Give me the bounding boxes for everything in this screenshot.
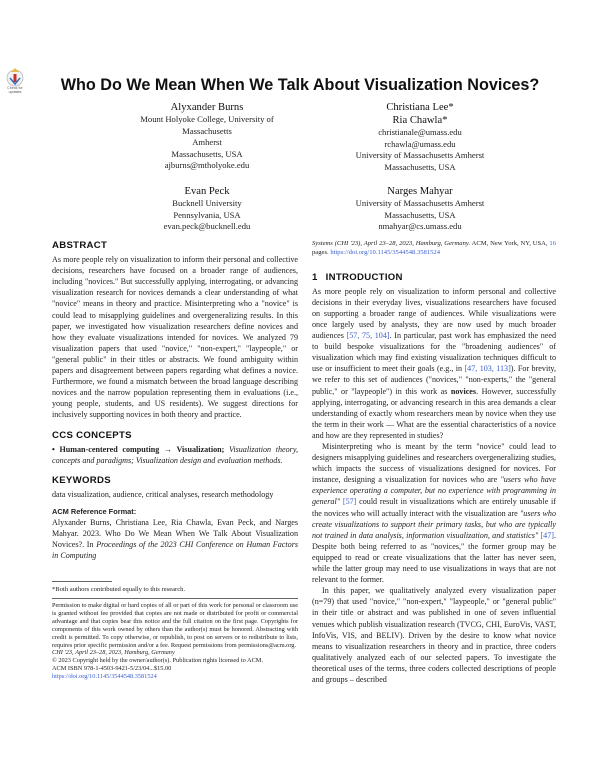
intro-paragraph-1 xyxy=(312,286,556,441)
acm-reference-publisher: ACM, New York, NY, USA, xyxy=(470,240,550,247)
acm-reference-pages[interactable]: 16 xyxy=(549,240,556,247)
acm-reference-continued xyxy=(312,240,556,258)
permission-text: Permission to make digital or hard copies of all or part of this work for personal or classroom use is granted without fee provided that copies are not made or distributed for profit or commercial advantage and that copies bear this notice and the full citation on the first page. Copyrights for components of this work owned by others than the author(s) must be honored. Abstracting with credit is permitted. To copy otherwise, or republish, to post on servers or to redistribute to lists, requires prior specific permission and/or a fee. Request permissions from permissions@acm.org. xyxy=(52,602,298,649)
permission-block xyxy=(52,602,298,681)
intro-text: As more people rely on visualization to inform personal and collective decisions in their everyday lives, visualizations researchers have focused on supporting a broader range of audiences. While visualizations were once largely used by analysts, they are now used by much broader audiences xyxy=(312,286,556,341)
author-email: nmahyar@cs.umass.edu xyxy=(378,221,462,232)
ccs-heading: CCS CONCEPTS xyxy=(52,429,132,441)
author-affiliation: Bucknell University xyxy=(172,198,242,208)
left-column xyxy=(52,240,298,561)
intro-text: ). For brevity, we refer to this set of audiences ("novices," "non-experts," the "general public," or "laypeople") in this work as xyxy=(312,364,556,396)
author-block-1 xyxy=(118,101,296,172)
author-name: Evan Peck xyxy=(184,186,230,197)
keywords-text: data visualization, audience, critical analyses, research methodology xyxy=(52,489,274,499)
intro-text: . In particular, past work has emphasized the need to build bespoke visualizations for the "broadening audiences" of visualization which may find existing visualization techniques difficult to use or insufficient to meet their goals (e.g., in xyxy=(312,331,556,374)
acm-reference-doi-link[interactable]: https://doi.org/10.1145/3544548.3581524 xyxy=(330,248,441,256)
author-email: ajburns@mtholyoke.edu xyxy=(164,160,250,171)
right-column xyxy=(312,240,556,685)
badge-label: Check for updates xyxy=(7,86,23,94)
author-affiliation: University of Massachusetts Amherst xyxy=(355,150,485,161)
isbn-line: ACM ISBN 978-1-4503-9421-5/23/04...$15.00 xyxy=(52,665,172,673)
intro-emphasis: novices xyxy=(450,386,477,396)
author-block-4 xyxy=(335,185,505,233)
doi-link[interactable]: https://doi.org/10.1145/3544548.3581524 xyxy=(52,673,157,681)
acm-reference-pages-suffix: pages. xyxy=(312,248,331,256)
intro-paragraph-3: In this paper, we qualitatively analyzed every visualization paper (n=79) that used "novice," "non-expert," "laypeople," or "general public" in their title or abstract and was published in one of seven influential venues which publish visualization research (TVCG, CHI, EuroVis, VAST, InfoVis, VIS, and BELIV). Driven by the desire to know what novice means to visualization researchers in theory and in practice, three coders qualitatively analyzed each of our selected papers. To investigate the theoretical uses of the terms, three coders collected descriptions of people and groups – described xyxy=(312,586,556,684)
author-name: Ria Chawla* xyxy=(392,115,448,126)
author-location: Massachusetts, USA xyxy=(171,148,243,159)
acm-reference-authors: Alyxander Burns, Christiana Lee, Ria Chawla, Evan Peck, and Narges Mahyar. 2023. Who Do We Mean When We Talk About Visualization Novices?. In xyxy=(52,518,298,550)
ccs-secondary: Visualization theory, concepts and paradigms; Visualization design and evaluation methods. xyxy=(52,444,298,465)
citation-link[interactable]: [47] xyxy=(538,530,554,540)
abstract-text: As more people rely on visualization to inform their personal and collective decisions, researchers have focused on a broader range of audiences, including "novices." But successfully applying, interrogating, or advancing visualization research for novices demands a clear understanding of what "novice" means in theory and practice. Misinterpreting who a "novice" is could lead to misapplying guidelines and overgeneralizing results. In this paper, we investigated how visualization researchers define novices and how they evaluate visualizations intended for novices. We analyzed 79 visualization papers that used "novice," "non-expert," "laypeople," or "general public" in their titles or abstracts. We found ambiguity within papers and disagreement between papers regarding what defines a novice. Furthermore, we found a mismatch between the broad language describing novices and the narrow population representing them in evaluations (i.e., young people, students, and US residents). We suggest directions for inclusively supporting novices in both theory and practice. xyxy=(52,255,298,420)
acm-reference-text xyxy=(52,517,298,561)
venue-line: CHI '23, April 23–28, 2023, Hamburg, Germany xyxy=(52,649,175,657)
author-name: Christiana Lee* xyxy=(386,102,454,113)
author-name: Narges Mahyar xyxy=(387,186,453,197)
author-affiliation: Amherst xyxy=(192,137,222,148)
author-affiliation: Mount Holyoke College, University of Massachusetts xyxy=(140,114,274,136)
author-affiliation: University of Massachusetts Amherst xyxy=(355,198,485,208)
keywords-heading: KEYWORDS xyxy=(52,474,111,486)
permission-divider xyxy=(52,598,298,599)
author-email: christianale@umass.edu xyxy=(378,127,462,137)
author-location: Massachusetts, USA xyxy=(384,161,456,172)
intro-quote: "users who create visualizations to support their primary tasks, but who are typically not trained in data analysis, information visualization, and statistics" xyxy=(312,508,556,540)
intro-paragraph-2 xyxy=(312,441,556,585)
intro-quote: "users who have experience operating a computer, but no experience with programming in general" xyxy=(312,475,556,507)
author-block-2 xyxy=(335,101,505,173)
copyright-line: © 2023 Copyright held by the owner/author(s). Publication rights licensed to ACM. xyxy=(52,657,263,665)
citation-link[interactable]: [57, 75, 104] xyxy=(346,331,390,341)
acm-reference-venue: Systems (CHI '23), April 23–28, 2023, Hamburg, Germany. xyxy=(312,240,471,247)
section-title: INTRODUCTION xyxy=(325,271,403,283)
intro-text: . Despite both being referred to as "novices," the former group may be equipped to read or create visualizations that the latter has never seen, while the latter group may need to use visualizations in ways that are not relevant to the former. xyxy=(312,530,556,585)
citation-link[interactable]: [57] xyxy=(340,497,357,507)
author-block-3 xyxy=(118,185,296,233)
ccs-primary: • Human-centered computing → Visualization; xyxy=(52,444,225,454)
section-number: 1 xyxy=(312,271,318,283)
acm-reference-proceedings: Proceedings of the 2023 CHI Conference on Human Factors in Computing xyxy=(52,540,298,561)
author-email: rchawla@umass.edu xyxy=(384,138,456,149)
abstract-heading: ABSTRACT xyxy=(52,240,108,251)
equal-contribution-footnote: *Both authors contributed equally to this research. xyxy=(52,586,186,593)
author-location: Pennsylvania, USA xyxy=(173,209,241,220)
introduction-heading xyxy=(312,272,556,283)
intro-text: . However, successfully applying, interrogating, or advancing research in this area demands a clear understanding of exactly whom researchers mean by novice when they use the term in their work — What are the essential characteristics of a novice and how are they represented in studies? xyxy=(312,386,556,440)
ccs-text xyxy=(52,444,298,466)
paper-title: Who Do We Mean When We Talk About Visualization Novices? xyxy=(60,76,540,94)
citation-link[interactable]: [47, 103, 113] xyxy=(464,364,511,374)
author-email: evan.peck@bucknell.edu xyxy=(163,221,251,232)
author-name: Alyxander Burns xyxy=(170,102,244,113)
acm-reference-heading: ACM Reference Format: xyxy=(52,506,137,516)
author-location: Massachusetts, USA xyxy=(384,209,456,220)
intro-text: Misinterpreting who is meant by the term "novice" could lead to designers misapplying guidelines and researchers overgeneralizing studies, which impacts the success of visualizations designed for novices. For instance, designing a visualization for novices who are xyxy=(312,442,556,485)
intro-text: could result in visualizations which are entirely unusable if the novices who will actually interact with the visualization are xyxy=(312,497,557,518)
footnote-divider xyxy=(52,581,112,582)
